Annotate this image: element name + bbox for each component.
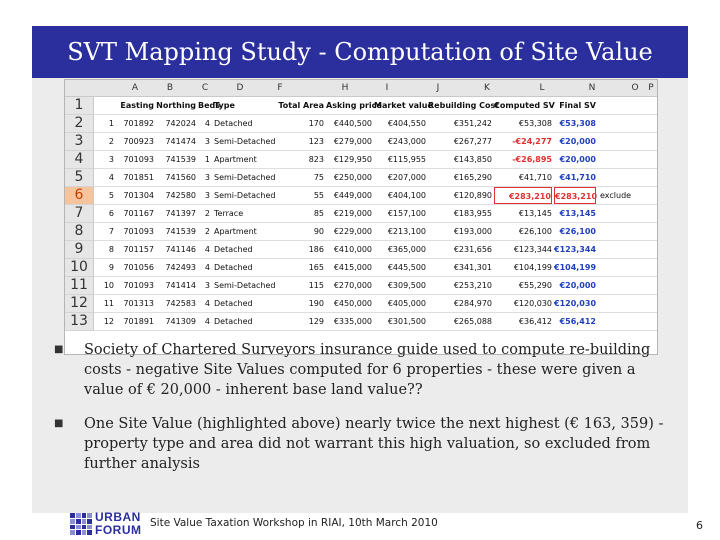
table-cell: 741146 bbox=[165, 245, 196, 254]
table-cell: €410,000 bbox=[333, 245, 372, 254]
table-cell: Detached bbox=[214, 119, 253, 128]
row-number: 8 bbox=[65, 223, 94, 241]
table-cell: 701851 bbox=[123, 173, 154, 182]
table-cell: €26,100 bbox=[559, 227, 596, 236]
column-title: Beds bbox=[198, 101, 221, 110]
table-cell: €157,100 bbox=[387, 209, 426, 218]
table-cell: €351,242 bbox=[453, 119, 492, 128]
table-row bbox=[94, 205, 657, 223]
table-cell: 9 bbox=[108, 263, 114, 272]
table-cell: 701093 bbox=[123, 281, 154, 290]
table-cell: €279,000 bbox=[333, 137, 372, 146]
column-title: Asking price bbox=[326, 101, 382, 110]
table-cell bbox=[600, 277, 652, 294]
table-row bbox=[94, 187, 657, 205]
table-cell: -€26,895 bbox=[512, 155, 552, 164]
column-title: Type bbox=[214, 101, 235, 110]
table-cell: exclude bbox=[600, 191, 632, 200]
table-cell: 741309 bbox=[165, 317, 196, 326]
column-title: Northing bbox=[156, 101, 196, 110]
table-cell: 4 bbox=[108, 173, 114, 182]
table-cell: 129 bbox=[308, 317, 324, 326]
table-cell: €20,000 bbox=[559, 281, 596, 290]
column-header: H bbox=[341, 83, 349, 93]
table-row bbox=[94, 169, 657, 187]
table-cell: €283,210 bbox=[554, 187, 596, 204]
table-cell bbox=[600, 151, 652, 168]
table-cell: Semi-Detached bbox=[214, 173, 276, 182]
table-cell: €404,550 bbox=[387, 119, 426, 128]
table-cell: 741414 bbox=[165, 281, 196, 290]
table-cell bbox=[600, 115, 652, 132]
table-cell: 7 bbox=[108, 227, 114, 236]
table-cell: 742493 bbox=[165, 263, 196, 272]
table-cell: €115,955 bbox=[387, 155, 426, 164]
table-cell: 741474 bbox=[165, 137, 196, 146]
table-cell: 123 bbox=[308, 137, 324, 146]
column-header: A bbox=[131, 83, 139, 93]
table-cell: Apartment bbox=[214, 227, 257, 236]
table-cell: 3 bbox=[204, 281, 210, 290]
table-cell: 2 bbox=[204, 227, 210, 236]
table-cell: €20,000 bbox=[559, 137, 596, 146]
header-row bbox=[94, 97, 657, 115]
table-cell: Terrace bbox=[214, 209, 244, 218]
table-row bbox=[94, 313, 657, 331]
table-cell: €41,710 bbox=[518, 173, 552, 182]
table-row bbox=[94, 115, 657, 133]
table-cell: 1 bbox=[204, 155, 210, 164]
logo-line2: FORUM bbox=[95, 523, 142, 537]
table-cell: €41,710 bbox=[559, 173, 596, 182]
bullet-text: Society of Chartered Surveyors insurance guide used to compute re-building costs - negative Site Values computed for 6 properties - these were given a value of € 20,000 - inherent base land value?? bbox=[84, 342, 651, 398]
table-cell: -€24,277 bbox=[512, 137, 552, 146]
table-cell bbox=[600, 223, 652, 240]
row-number: 7 bbox=[65, 205, 94, 223]
table-cell: 4 bbox=[204, 245, 210, 254]
table-cell: 4 bbox=[204, 119, 210, 128]
table-cell: 11 bbox=[103, 299, 114, 308]
table-cell: 2 bbox=[204, 209, 210, 218]
table-cell: 85 bbox=[313, 209, 324, 218]
table-cell: 823 bbox=[308, 155, 324, 164]
table-cell: €183,955 bbox=[453, 209, 492, 218]
table-cell: €341,301 bbox=[453, 263, 492, 272]
logo-text bbox=[95, 511, 142, 537]
table-cell: 701056 bbox=[123, 263, 154, 272]
table-cell: €405,000 bbox=[387, 299, 426, 308]
row-number: 9 bbox=[65, 241, 94, 259]
table-cell: €165,290 bbox=[453, 173, 492, 182]
column-header: P bbox=[648, 83, 654, 93]
column-header: O bbox=[631, 83, 639, 93]
table-cell: €123,344 bbox=[554, 245, 597, 254]
column-header: N bbox=[588, 83, 596, 93]
table-cell: 6 bbox=[108, 209, 114, 218]
table-cell: €120,030 bbox=[554, 299, 597, 308]
table-cell: 115 bbox=[308, 281, 324, 290]
table-row bbox=[94, 223, 657, 241]
table-row bbox=[94, 277, 657, 295]
table-cell: €104,199 bbox=[554, 263, 597, 272]
table-cell: €53,308 bbox=[518, 119, 552, 128]
table-cell: 165 bbox=[308, 263, 324, 272]
table-cell: €143,850 bbox=[453, 155, 492, 164]
spreadsheet-image bbox=[64, 79, 658, 355]
row-number: 10 bbox=[65, 259, 94, 277]
table-cell: €415,000 bbox=[333, 263, 372, 272]
column-title bbox=[96, 97, 114, 114]
table-cell: 3 bbox=[204, 191, 210, 200]
table-cell: 10 bbox=[103, 281, 114, 290]
table-cell: Semi-Detached bbox=[214, 281, 276, 290]
column-title: Computed SV bbox=[494, 101, 555, 110]
table-cell: €250,000 bbox=[333, 173, 372, 182]
table-cell: 701304 bbox=[123, 191, 154, 200]
table-cell: Detached bbox=[214, 263, 253, 272]
column-header: L bbox=[539, 83, 545, 93]
column-title: Market value bbox=[374, 101, 433, 110]
table-cell: €445,500 bbox=[387, 263, 426, 272]
table-cell: €270,000 bbox=[333, 281, 372, 290]
column-header-bar bbox=[65, 80, 657, 97]
table-cell: €129,950 bbox=[333, 155, 372, 164]
table-cell: €219,000 bbox=[333, 209, 372, 218]
table-cell: 701093 bbox=[123, 227, 154, 236]
table-cell: 3 bbox=[108, 155, 114, 164]
table-cell: 741539 bbox=[165, 155, 196, 164]
column-header: B bbox=[166, 83, 174, 93]
table-cell: 700923 bbox=[123, 137, 154, 146]
table-cell: €13,145 bbox=[518, 209, 552, 218]
table-row bbox=[94, 133, 657, 151]
table-cell: 4 bbox=[204, 317, 210, 326]
table-cell: 2 bbox=[108, 137, 114, 146]
bullet-text: One Site Value (highlighted above) nearly twice the next highest (€ 163, 359) - property type and area did not warrant this high valuation, so excluded from further analysis bbox=[84, 416, 664, 472]
bullet-square-icon: ■ bbox=[54, 344, 64, 355]
table-cell: €267,277 bbox=[453, 137, 492, 146]
row-number: 4 bbox=[65, 151, 94, 169]
table-cell: €335,000 bbox=[333, 317, 372, 326]
row-number: 6 bbox=[65, 187, 94, 205]
row-number: 12 bbox=[65, 295, 94, 313]
table-cell: €231,656 bbox=[453, 245, 492, 254]
row-number: 13 bbox=[65, 313, 94, 331]
table-cell: €26,100 bbox=[518, 227, 552, 236]
table-cell: €56,412 bbox=[559, 317, 596, 326]
column-header: F bbox=[277, 83, 283, 93]
table-cell: 742580 bbox=[165, 191, 196, 200]
table-cell: 701891 bbox=[123, 317, 154, 326]
bullet-list bbox=[54, 340, 664, 488]
row-number: 2 bbox=[65, 115, 94, 133]
table-cell: €283,210 bbox=[494, 187, 552, 204]
table-cell: €450,000 bbox=[333, 299, 372, 308]
column-title: Final SV bbox=[559, 101, 596, 110]
table-cell: Detached bbox=[214, 299, 253, 308]
column-title: Rebuilding Cost bbox=[428, 101, 500, 110]
table-cell: 4 bbox=[204, 263, 210, 272]
table-cell: €440,500 bbox=[333, 119, 372, 128]
table-cell: €365,000 bbox=[387, 245, 426, 254]
table-cell bbox=[600, 241, 652, 258]
table-row bbox=[94, 295, 657, 313]
table-cell: 701892 bbox=[123, 119, 154, 128]
table-cell: €229,000 bbox=[333, 227, 372, 236]
table-cell: Semi-Detached bbox=[214, 191, 276, 200]
table-cell: Apartment bbox=[214, 155, 257, 164]
table-cell: 5 bbox=[108, 191, 114, 200]
table-cell: 12 bbox=[103, 317, 114, 326]
table-cell bbox=[600, 133, 652, 150]
table-cell: 4 bbox=[204, 299, 210, 308]
table-cell: 701157 bbox=[123, 245, 154, 254]
table-cell: €301,500 bbox=[387, 317, 426, 326]
table-cell: €104,199 bbox=[513, 263, 552, 272]
table-cell bbox=[600, 295, 652, 312]
table-cell: 1 bbox=[108, 119, 114, 128]
column-header: J bbox=[436, 83, 440, 93]
table-row bbox=[94, 241, 657, 259]
slide-footer: Site Value Taxation Workshop in RIAI, 10th March 2010 bbox=[150, 517, 438, 529]
table-cell: 741397 bbox=[165, 209, 196, 218]
table-cell: €193,000 bbox=[453, 227, 492, 236]
table-cell: 190 bbox=[308, 299, 324, 308]
page-number: 6 bbox=[696, 519, 703, 532]
table-cell bbox=[600, 259, 652, 276]
table-cell: 742024 bbox=[165, 119, 196, 128]
table-cell: 186 bbox=[308, 245, 324, 254]
table-cell: €53,308 bbox=[559, 119, 596, 128]
table-cell: €36,412 bbox=[518, 317, 552, 326]
table-cell: €207,000 bbox=[387, 173, 426, 182]
column-header: C bbox=[201, 83, 209, 93]
table-cell: 8 bbox=[108, 245, 114, 254]
table-cell: €20,000 bbox=[559, 155, 596, 164]
table-cell: €309,500 bbox=[387, 281, 426, 290]
table-cell: €120,890 bbox=[453, 191, 492, 200]
corner-cell bbox=[65, 80, 93, 96]
table-cell: €123,344 bbox=[513, 245, 552, 254]
column-header: D bbox=[236, 83, 244, 93]
table-cell: 701313 bbox=[123, 299, 154, 308]
table-cell: Detached bbox=[214, 245, 253, 254]
table-row bbox=[94, 259, 657, 277]
table-cell: €284,970 bbox=[453, 299, 492, 308]
table-cell: 3 bbox=[204, 173, 210, 182]
table-cell: 741560 bbox=[165, 173, 196, 182]
table-cell: €243,000 bbox=[387, 137, 426, 146]
logo-line1: URBAN bbox=[95, 510, 141, 524]
slide-title: SVT Mapping Study - Computation of Site Value bbox=[32, 26, 688, 78]
column-header: I bbox=[385, 83, 389, 93]
table-cell: 701093 bbox=[123, 155, 154, 164]
table-cell: €449,000 bbox=[333, 191, 372, 200]
row-number: 1 bbox=[65, 97, 94, 115]
bullet-item bbox=[54, 414, 664, 474]
table-cell: €120,030 bbox=[513, 299, 552, 308]
table-cell: Detached bbox=[214, 317, 253, 326]
table-cell: €55,290 bbox=[518, 281, 552, 290]
table-cell: €213,100 bbox=[387, 227, 426, 236]
row-number: 3 bbox=[65, 133, 94, 151]
table-row bbox=[94, 151, 657, 169]
table-cell: 75 bbox=[313, 173, 324, 182]
column-header: K bbox=[484, 83, 490, 93]
table-cell: 55 bbox=[313, 191, 324, 200]
table-cell: 90 bbox=[313, 227, 324, 236]
table-cell: Semi-Detached bbox=[214, 137, 276, 146]
table-cell: 742583 bbox=[165, 299, 196, 308]
table-cell: 170 bbox=[308, 119, 324, 128]
table-cell: 701167 bbox=[123, 209, 154, 218]
bullet-item bbox=[54, 340, 664, 400]
table-cell: 3 bbox=[204, 137, 210, 146]
table-cell: €13,145 bbox=[559, 209, 596, 218]
table-cell: €265,088 bbox=[453, 317, 492, 326]
column-title: Total Area bbox=[278, 101, 324, 110]
table-cell: 741539 bbox=[165, 227, 196, 236]
row-number: 11 bbox=[65, 277, 94, 295]
table-cell bbox=[600, 169, 652, 186]
table-cell bbox=[600, 313, 652, 330]
table-cell bbox=[600, 205, 652, 222]
column-title bbox=[600, 97, 652, 114]
bullet-square-icon: ■ bbox=[54, 418, 64, 429]
logo-grid-icon bbox=[70, 513, 92, 535]
table-cell: €253,210 bbox=[453, 281, 492, 290]
row-number: 5 bbox=[65, 169, 94, 187]
table-cell: €404,100 bbox=[387, 191, 426, 200]
urban-forum-logo bbox=[70, 509, 142, 539]
column-title: Easting bbox=[120, 101, 154, 110]
